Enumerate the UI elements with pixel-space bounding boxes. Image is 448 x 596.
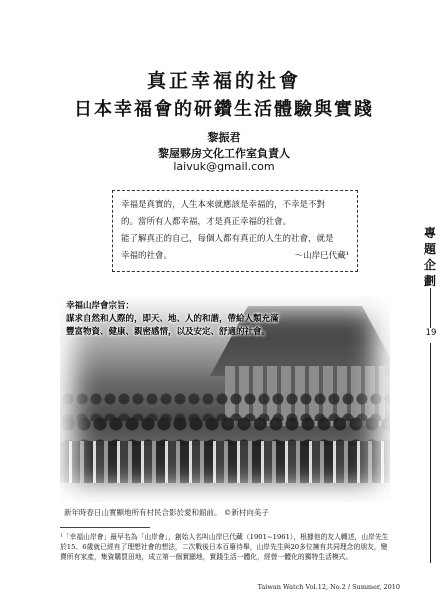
section-label (423, 225, 439, 289)
banner-line: 豐富物資、健康、親密感情，以及安定、舒適的社會。 (66, 327, 271, 337)
side-divider (430, 288, 431, 328)
quote-line: 能了解真正的自己，每個人都有真正的人生的社會，就是 (121, 234, 334, 244)
section-label-char: 專 (423, 226, 438, 240)
epigraph-quote-box (112, 190, 358, 272)
side-divider (430, 343, 431, 563)
photo-banner (66, 300, 316, 339)
author-name: 黎振君 (207, 131, 241, 144)
journal-footer: Taiwan Watch Vol.12, No.2 / Summer, 2010 (257, 583, 400, 591)
article-title: 真正幸福的社會 (146, 70, 301, 92)
banner-line: 謀求自然和人際的，即天、地、人的和諧，帶給人類充滿 (66, 314, 279, 324)
author-affiliation: 黎屋夥房文化工作室負責人 (158, 147, 290, 160)
banner-title: 幸福山岸會宗旨： (66, 301, 135, 311)
quote-line: 幸福是真實的，人生本來就應該是幸福的，不幸是不對 (121, 200, 326, 210)
article-subtitle: 日本幸福會的研鑽生活體驗與實踐 (74, 99, 374, 120)
quote-line: 的。當所有人都幸福，才是真正幸福的社會。 (121, 217, 292, 227)
author-email[interactable]: laivuk@gmail.com (173, 160, 275, 173)
section-label-char: 劃 (423, 274, 438, 288)
quote-line: 幸福的社會。 (121, 251, 173, 261)
quote-attribution: ～山岸巳代藏¹ (294, 251, 349, 261)
page-number: 19 (425, 328, 437, 338)
footnote: ¹「幸福山岸會」最早名為「山岸會」，創始人名叫山岸巳代藏（1901~1961），根據他的友人轉述，山岸先生於15、6歲就已經有了理想社會的想法，二次戰後日本百廢待舉，山岸先生與20多位擁有共同理念的朋友，變賣所有家產，集資購買田地，成立第一個實顯地，實踐生活一體化，經營一體化的獨特生活模式。 (60, 533, 389, 561)
footnote-divider (60, 527, 150, 528)
photo-caption: 新年時春日山實顯地所有村民合影於愛和館前。 ©新村向美子 (64, 508, 269, 517)
section-label-char: 題 (423, 242, 438, 256)
section-label-char: 企 (423, 258, 438, 272)
